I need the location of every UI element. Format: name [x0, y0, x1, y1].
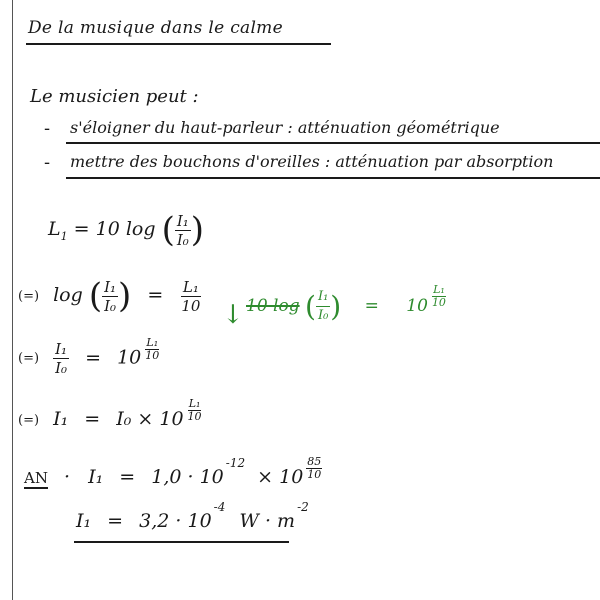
- green-exponent: [431, 284, 447, 309]
- frac-den: 10: [307, 468, 322, 481]
- green-crossed-fn: 10 log: [246, 296, 300, 316]
- an1-mult: × 10: [257, 466, 304, 488]
- an2-lhs: I₁: [76, 510, 92, 532]
- frac-den: I₀: [317, 308, 329, 323]
- bullet-underline: [66, 142, 600, 144]
- eq4-lhs: I₁: [53, 408, 69, 430]
- intensity-ratio: [175, 212, 191, 249]
- frac-num: I₁: [316, 288, 330, 307]
- bullet-item-distance: s'éloigner du haut-parleur : atténuation géométrique: [70, 118, 500, 137]
- green-op: =: [364, 296, 379, 316]
- frac-den: I₀: [55, 359, 68, 377]
- frac-den: 10: [181, 296, 201, 315]
- equation-log-step: (=) log ( $\frac{\text{I₁}}{\text{I₀}}$ ) = $\frac{\text{L₁}}{10}$: [18, 276, 201, 316]
- frac-den: I₀: [104, 296, 117, 315]
- an1-fraction-exponent: [306, 456, 322, 481]
- eq4-rhs: I₀ × 10: [116, 408, 184, 430]
- equation-intensity: [18, 397, 203, 441]
- bullet-dash: -: [44, 118, 51, 139]
- green-ratio: [316, 288, 330, 325]
- title-underline: [26, 43, 331, 45]
- frac-num: I₁: [176, 211, 189, 230]
- frac-num: L₁: [182, 277, 199, 296]
- intro-text: Le musicien peut :: [30, 86, 199, 107]
- eq4-op: =: [84, 408, 101, 430]
- numeric-application-line1: [24, 455, 322, 499]
- frac-num: I₁: [55, 340, 68, 358]
- frac-num: 85: [307, 455, 322, 468]
- an1-lhs: I₁: [88, 466, 104, 488]
- frac-den: I₀: [176, 230, 189, 249]
- eq2-op: =: [147, 284, 164, 306]
- intensity-ratio: [102, 278, 118, 315]
- an2-unit-exponent: -2: [297, 500, 309, 514]
- frac-den: 10: [431, 296, 446, 309]
- page-title: De la musique dans le calme: [28, 18, 283, 38]
- an1-op: =: [119, 466, 136, 488]
- an-dot: ·: [64, 466, 71, 488]
- an1-exponent: -12: [225, 456, 246, 470]
- frac-den: 10: [145, 348, 160, 362]
- eq3-exponent: [144, 337, 160, 362]
- green-side-note: 10 log ( $\frac{\text{I₁}}{\text{I₀}}$ ) = 10 $\frac{\text{L₁}}{10}$: [246, 283, 446, 323]
- eq1-op: = 10 log: [73, 218, 156, 240]
- green-base: 10: [406, 296, 428, 316]
- eq3-base: 10: [117, 346, 142, 369]
- bullet-item-earplugs: mettre des bouchons d'oreilles : atténuation par absorption: [70, 152, 554, 171]
- frac-num: L₁: [433, 283, 445, 296]
- eq4-exponent: [187, 398, 203, 423]
- numeric-result: [76, 500, 309, 532]
- bullet-underline: [66, 177, 600, 179]
- result-underline: [74, 541, 289, 543]
- equation-sound-level: $L_1 = 10$ log ( $\frac{\text{I₁}}{\text{I₀}}$ ): [48, 210, 205, 250]
- an2-op: =: [107, 510, 124, 532]
- an2-unit: W · m: [239, 510, 296, 532]
- an1-mantissa: 1,0 · 10: [151, 466, 224, 488]
- down-arrow-icon: ↓: [222, 300, 244, 330]
- level-over-ten: [179, 278, 202, 315]
- equivalence-symbol: (=): [18, 351, 40, 366]
- frac-num: L₁: [146, 335, 159, 349]
- eq1-lhs-sub: 1: [60, 229, 68, 243]
- page-margin-line: [12, 0, 13, 600]
- eq1-lhs: L: [48, 218, 61, 240]
- frac-num: I₁: [104, 277, 117, 296]
- intensity-ratio: [53, 340, 69, 377]
- an2-exponent: -4: [213, 500, 226, 514]
- equivalence-symbol: (=): [18, 412, 40, 428]
- frac-den: 10: [187, 410, 202, 423]
- frac-num: L₁: [188, 397, 201, 410]
- an-label: AN: [24, 469, 48, 487]
- equation-ratio-exp: [18, 335, 160, 380]
- bullet-dash: -: [44, 152, 51, 173]
- eq3-op: =: [85, 346, 102, 369]
- an2-mantissa: 3,2 · 10: [139, 510, 212, 532]
- eq2-fn: log: [53, 284, 83, 306]
- equivalence-symbol: (=): [18, 288, 40, 304]
